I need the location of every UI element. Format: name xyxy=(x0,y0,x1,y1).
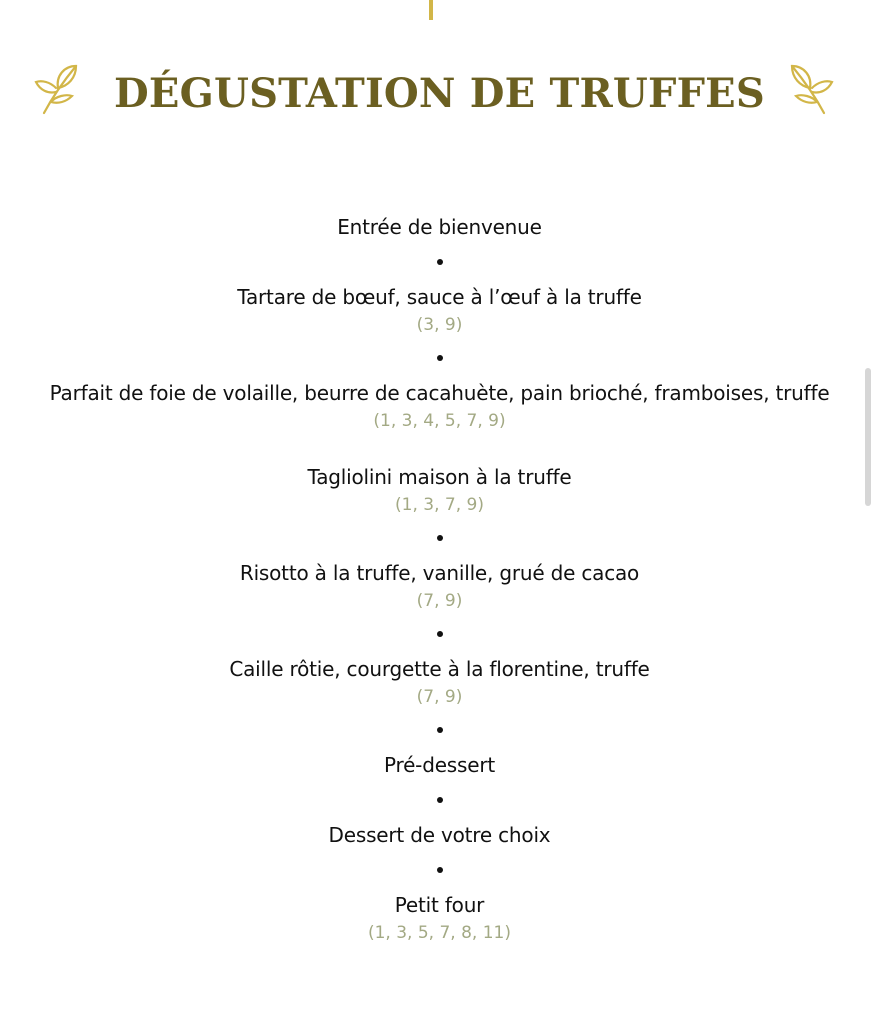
bullet-separator xyxy=(0,780,879,820)
allergen-codes: (1, 3, 4, 5, 7, 9) xyxy=(373,411,506,431)
menu-item-name: Tagliolini maison à la truffe xyxy=(307,465,572,489)
allergen-codes: (7, 9) xyxy=(416,687,463,707)
menu-item-name: Pré-dessert xyxy=(383,753,496,777)
menu-item xyxy=(0,282,879,338)
bullet-separator xyxy=(0,518,879,558)
menu-item xyxy=(0,378,879,434)
menu-item xyxy=(0,558,879,614)
menu-item xyxy=(0,654,879,710)
menu-item xyxy=(0,462,879,518)
menu-item-name: Entrée de bienvenue xyxy=(337,215,542,239)
scrollbar-thumb[interactable] xyxy=(865,368,871,506)
tasting-menu-list xyxy=(0,212,879,946)
bullet-separator xyxy=(0,338,879,378)
allergen-codes: (1, 3, 5, 7, 8, 11) xyxy=(367,923,511,943)
top-divider-line xyxy=(429,0,433,20)
menu-item xyxy=(0,820,879,850)
menu-item-name: Petit four xyxy=(394,893,485,917)
bullet-separator xyxy=(0,242,879,282)
menu-item-name: Parfait de foie de volaille, beurre de cacahuète, pain brioché, framboises, truffe xyxy=(49,381,830,405)
spacer xyxy=(0,434,879,462)
menu-item-name: Dessert de votre choix xyxy=(328,823,551,847)
bullet-separator xyxy=(0,710,879,750)
allergen-codes: (7, 9) xyxy=(416,591,463,611)
menu-item-name: Caille rôtie, courgette à la florentine, truffe xyxy=(229,657,650,681)
bullet-separator xyxy=(0,850,879,890)
menu-item xyxy=(0,890,879,946)
allergen-codes: (1, 3, 7, 9) xyxy=(395,495,484,515)
menu-item-name: Risotto à la truffe, vanille, grué de cacao xyxy=(239,561,640,585)
menu-item xyxy=(0,750,879,780)
menu-title: DÉGUSTATION DE TRUFFES xyxy=(114,70,765,117)
bullet-separator xyxy=(0,614,879,654)
menu-item-name: Tartare de bœuf, sauce à l’œuf à la truffe xyxy=(237,285,642,309)
menu-item xyxy=(0,212,879,242)
allergen-codes: (3, 9) xyxy=(416,315,463,335)
